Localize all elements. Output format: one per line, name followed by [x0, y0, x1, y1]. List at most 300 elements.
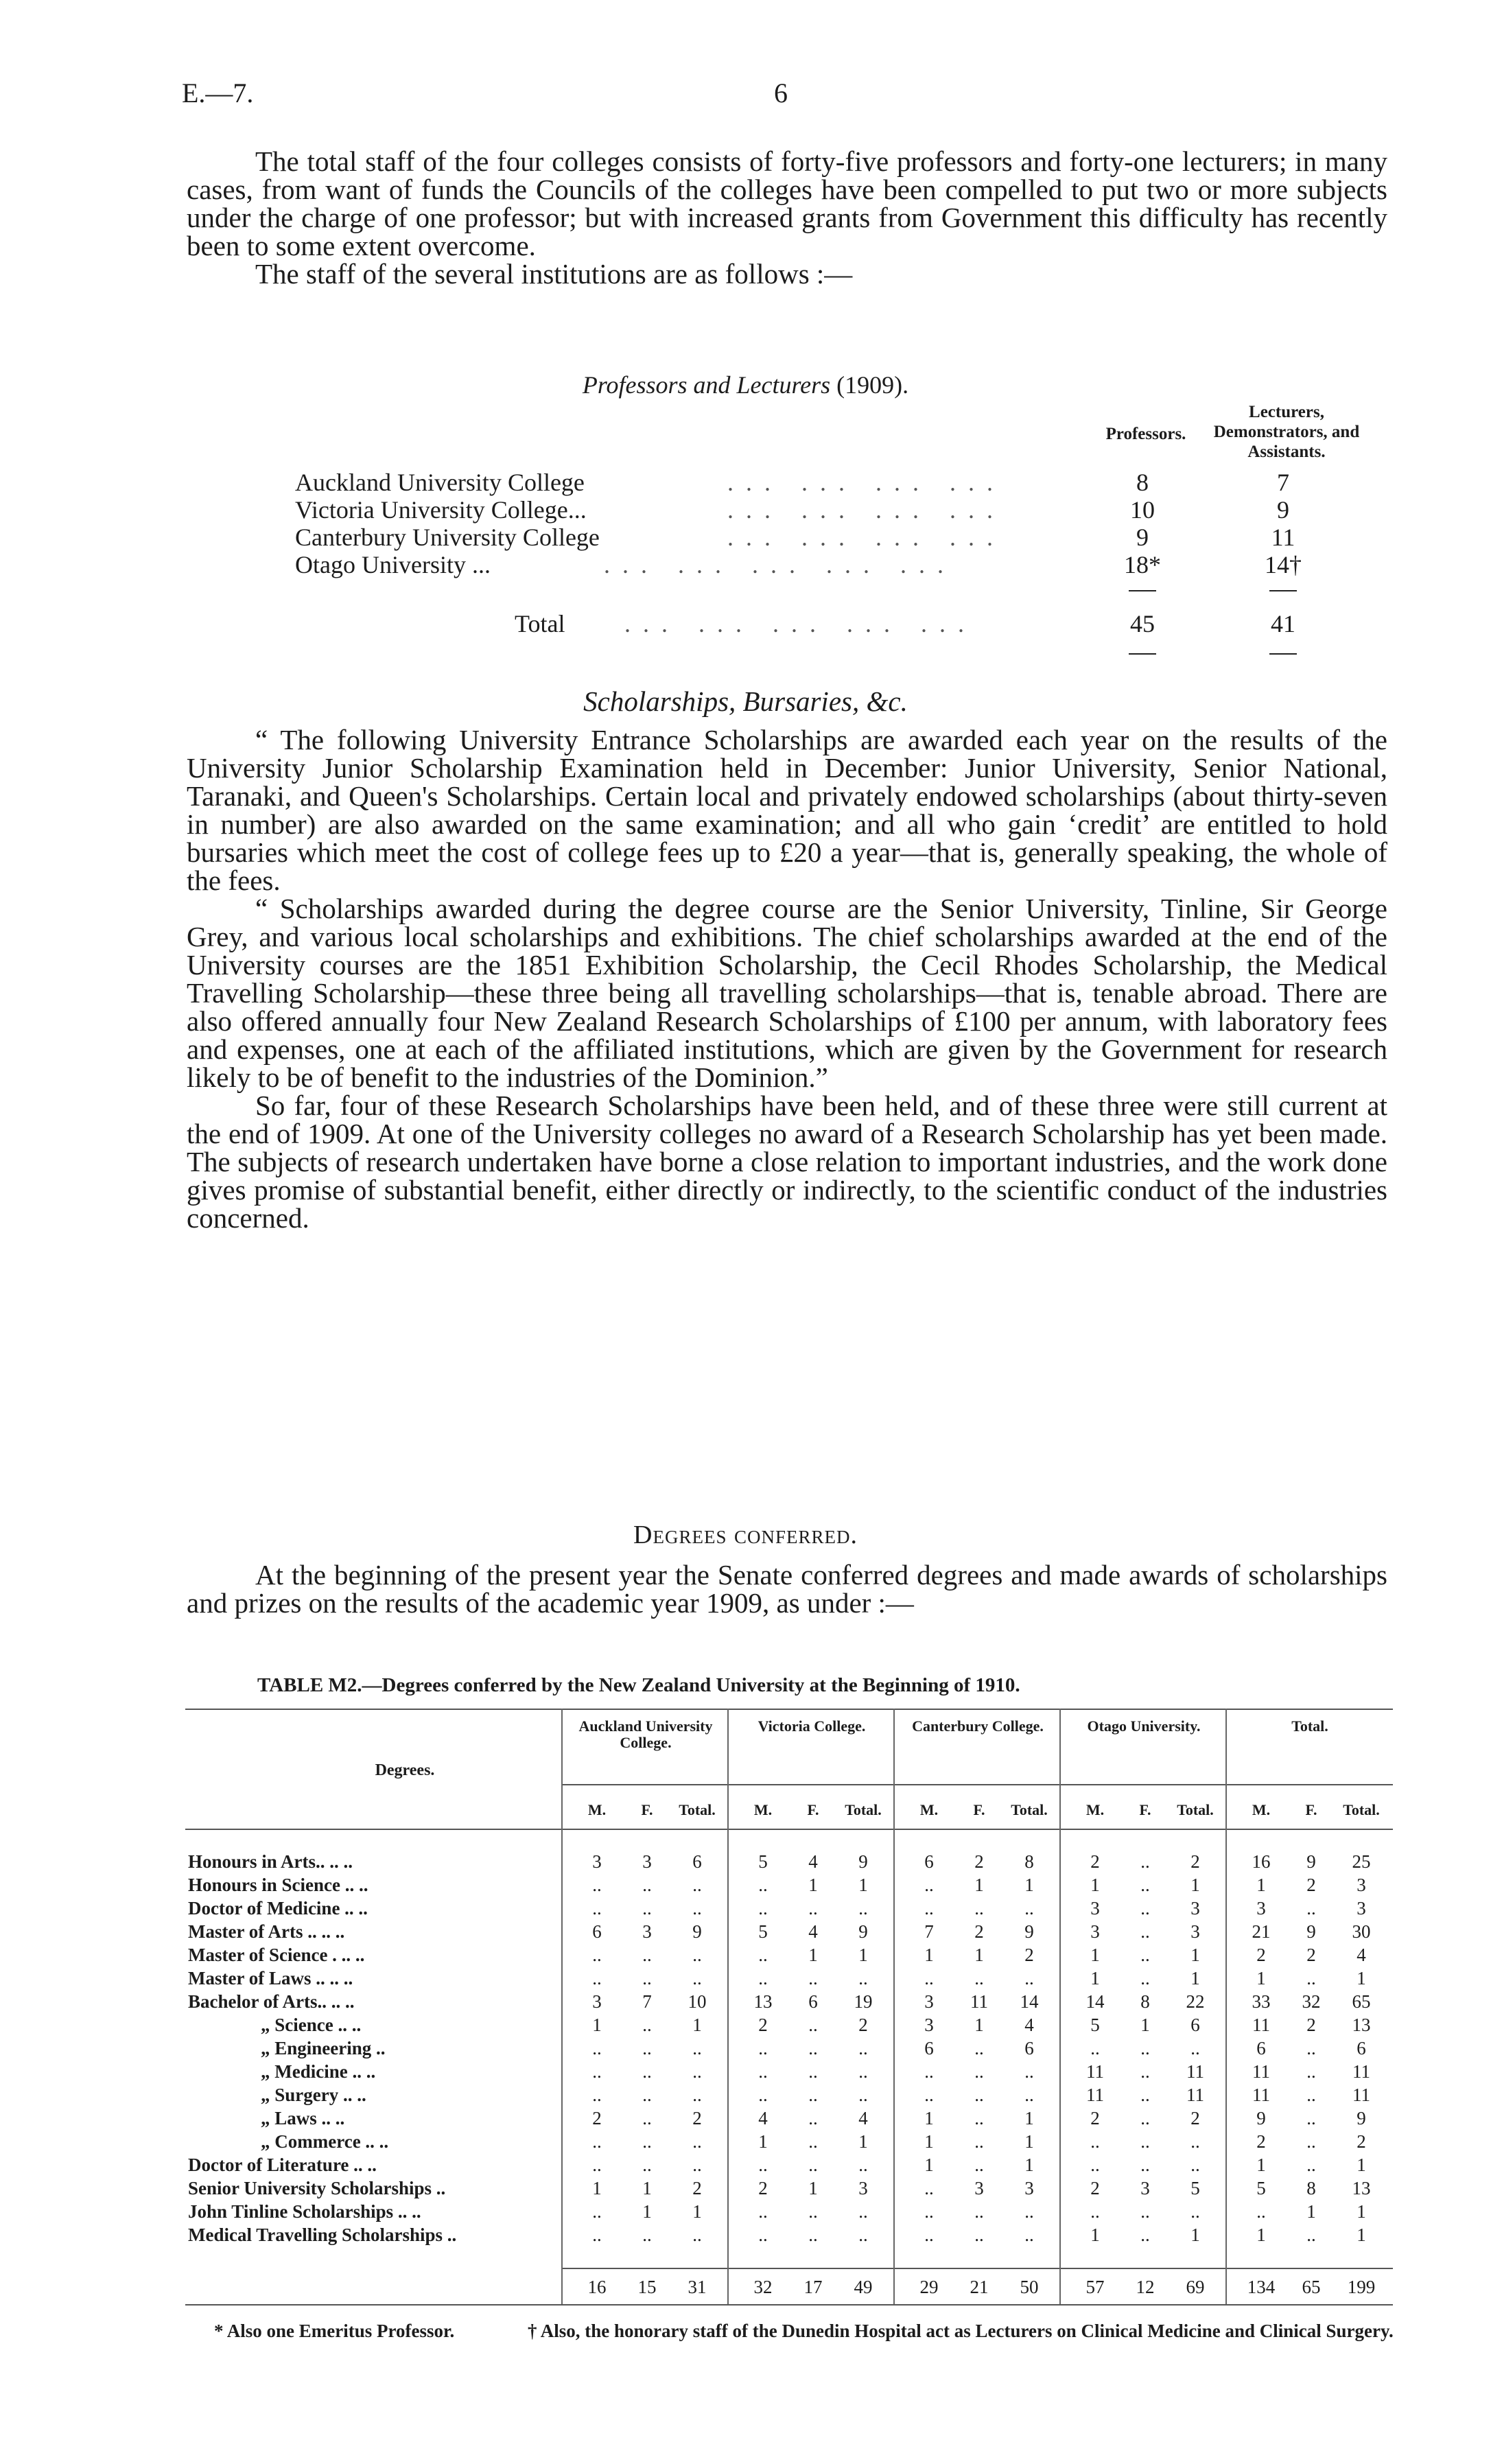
row-label: „ Medicine .. ..: [261, 2061, 376, 2082]
table-cell: ..: [808, 1898, 818, 1919]
table-cell: 1: [1090, 1968, 1100, 1988]
table-cell: 1: [808, 1875, 818, 1895]
table-cell: 3: [1357, 1898, 1366, 1919]
table-cell: ..: [692, 2131, 702, 2152]
table-cell: ..: [1140, 2201, 1150, 2222]
total-cell: 21: [970, 2277, 989, 2297]
section-code: E.—7.: [182, 78, 254, 108]
table-cell: 3: [1256, 1898, 1266, 1919]
table-cell: 1: [924, 2155, 934, 2175]
table-cell: 1: [808, 1945, 818, 1965]
table-cell: ..: [1140, 2131, 1150, 2152]
total-cell: 31: [688, 2277, 707, 2297]
table-cell: ..: [924, 1898, 934, 1919]
table-cell: 3: [1190, 1921, 1200, 1942]
table-cell: ..: [858, 2155, 868, 2175]
table-vline: [893, 1709, 895, 2304]
table-cell: ..: [1190, 2038, 1200, 2058]
table-cell: ..: [642, 2015, 652, 2035]
table-cell: ..: [592, 1898, 602, 1919]
sub-header: M.: [587, 1801, 607, 1818]
table-cell: 3: [1024, 2178, 1034, 2198]
table-rule-groups: [563, 1784, 1393, 1785]
table-cell: 1: [1256, 1968, 1266, 1988]
table-cell: ..: [1306, 2085, 1316, 2105]
table-cell: ..: [692, 2038, 702, 2058]
table-cell: 9: [1306, 1851, 1316, 1872]
table-cell: 1: [1090, 1875, 1100, 1895]
table-cell: 5: [1256, 2178, 1266, 2198]
row-header: Degrees.: [375, 1761, 435, 1779]
table-cell: ..: [808, 2201, 818, 2222]
table-cell: 6: [1256, 2038, 1266, 2058]
table-cell: 1: [924, 2108, 934, 2128]
table-cell: ..: [1090, 2131, 1100, 2152]
table-cell: ..: [642, 2225, 652, 2245]
table-cell: 2: [1190, 2108, 1200, 2128]
row-label: Master of Laws .. .. ..: [188, 1968, 353, 1988]
table-cell: ..: [692, 2225, 702, 2245]
staff-table-title: Professors and Lecturers (1909).: [582, 371, 909, 399]
table-cell: 1: [1357, 2201, 1366, 2222]
table-cell: ..: [1140, 1945, 1150, 1965]
table-cell: ..: [1256, 2201, 1266, 2222]
table-cell: 6: [692, 1851, 702, 1872]
table-cell: ..: [592, 1875, 602, 1895]
table-cell: 2: [1024, 1945, 1034, 1965]
table-cell: ..: [1140, 1875, 1150, 1895]
table-cell: ..: [974, 2061, 984, 2082]
table-cell: ..: [924, 1875, 934, 1895]
table-cell: ..: [858, 2085, 868, 2105]
table-cell: 2: [592, 2108, 602, 2128]
table-cell: 4: [858, 2108, 868, 2128]
table-cell: 1: [1090, 2225, 1100, 2245]
row-label: Honours in Arts.. .. ..: [188, 1851, 353, 1872]
table-cell: ..: [642, 2061, 652, 2082]
table-cell: ..: [858, 2225, 868, 2245]
table-cell: 1: [858, 2131, 868, 2152]
table-cell: 2: [1090, 2178, 1100, 2198]
table-cell: 2: [758, 2178, 768, 2198]
table-cell: ..: [642, 1945, 652, 1965]
table-cell: ..: [974, 2038, 984, 2058]
table-cell: ..: [858, 1898, 868, 1919]
table-cell: ..: [808, 2108, 818, 2128]
table-cell: ..: [592, 2061, 602, 2082]
total-cell: 17: [803, 2277, 823, 2297]
row-label: „ Laws .. ..: [261, 2108, 345, 2128]
table-cell: 3: [1090, 1898, 1100, 1919]
table-cell: 1: [758, 2131, 768, 2152]
total-cell: 69: [1186, 2277, 1205, 2297]
table-cell: ..: [1090, 2201, 1100, 2222]
table-cell: 14: [1020, 1991, 1039, 2012]
group-header: Victoria College.: [758, 1717, 866, 1735]
table-cell: 1: [1306, 2201, 1316, 2222]
table-cell: ..: [1090, 2155, 1100, 2175]
row-label: John Tinline Scholarships .. ..: [188, 2201, 421, 2222]
table-cell: ..: [1024, 1968, 1034, 1988]
table-cell: ..: [808, 1968, 818, 1988]
table-cell: ..: [592, 2131, 602, 2152]
table-cell: ..: [924, 2225, 934, 2245]
table-cell: 9: [1306, 1921, 1316, 1942]
table-cell: ..: [758, 1875, 768, 1895]
table-cell: ..: [808, 2061, 818, 2082]
table-cell: 4: [1024, 2015, 1034, 2035]
table-cell: 11: [970, 1991, 988, 2012]
table-cell: 65: [1352, 1991, 1371, 2012]
total-cell: 12: [1136, 2277, 1155, 2297]
table-cell: ..: [1140, 2038, 1150, 2058]
rule: [1269, 590, 1297, 591]
table-cell: ..: [1140, 1968, 1150, 1988]
table-cell: 1: [692, 2015, 702, 2035]
footnotes: [187, 2319, 1394, 2343]
table-cell: 2: [758, 2015, 768, 2035]
group-header: Auckland University College.: [578, 1717, 713, 1751]
table-cell: 2: [1190, 1851, 1200, 1872]
table-cell: ..: [1024, 2085, 1034, 2105]
sub-header: Total.: [845, 1801, 882, 1818]
degrees-table-title: TABLE M2.—Degrees conferred by the New Zealand University at the Beginning of 1910.: [257, 1674, 1020, 1696]
table-cell: ..: [1140, 1898, 1150, 1919]
table-cell: ..: [592, 2085, 602, 2105]
sub-header: F.: [807, 1801, 819, 1818]
table-cell: ..: [808, 2131, 818, 2152]
table-cell: 6: [592, 1921, 602, 1942]
table-cell: 1: [1256, 2225, 1266, 2245]
sub-header: F.: [973, 1801, 985, 1818]
table-cell: 1: [1190, 1968, 1200, 1988]
table-cell: 3: [592, 1851, 602, 1872]
table-cell: 9: [692, 1921, 702, 1942]
table-cell: 1: [1256, 2155, 1266, 2175]
table-cell: ..: [974, 2131, 984, 2152]
table-cell: 5: [1190, 2178, 1200, 2198]
sub-header: F.: [641, 1801, 653, 1818]
total-cell: 32: [753, 2277, 773, 2297]
row-label: Doctor of Literature .. ..: [188, 2155, 377, 2175]
table-cell: ..: [758, 1898, 768, 1919]
table-cell: 1: [1256, 1875, 1266, 1895]
col-lecturers: Lecturers, Demonstrators, and Assistants.: [1213, 403, 1360, 461]
total-cell: 50: [1020, 2277, 1039, 2297]
table-cell: ..: [808, 2155, 818, 2175]
table-cell: 1: [1190, 1875, 1200, 1895]
table-rule-top: [185, 1709, 1393, 1710]
rule: [1129, 653, 1156, 655]
row-label: Medical Travelling Scholarships ..: [188, 2225, 457, 2245]
table-cell: ..: [924, 2201, 934, 2222]
total-cell: 134: [1247, 2277, 1276, 2297]
table-rule-bottom: [185, 2304, 1393, 2305]
table-cell: ..: [924, 2061, 934, 2082]
paragraph: At the beginning of the present year the Senate conferred degrees and made awards of scholarships and prizes on the results of the academic year 1909, as under :—: [187, 1559, 1387, 1619]
table-cell: 3: [1357, 1875, 1366, 1895]
table-cell: 1: [642, 2178, 652, 2198]
table-cell: 3: [924, 2015, 934, 2035]
table-cell: 11: [1352, 2061, 1370, 2082]
table-cell: ..: [692, 2155, 702, 2175]
table-cell: ..: [592, 2225, 602, 2245]
table-cell: 6: [924, 2038, 934, 2058]
table-cell: 7: [924, 1921, 934, 1942]
table-cell: 11: [1252, 2015, 1270, 2035]
footnote-dagger: † Also, the honorary staff of the Dunedin Hospital act as Lecturers on Clinical Medicine and Clinical Surgery.: [528, 2321, 1394, 2341]
table-cell: 1: [924, 1945, 934, 1965]
table-cell: ..: [1024, 2225, 1034, 2245]
table-cell: ..: [758, 1945, 768, 1965]
table-cell: ..: [924, 2178, 934, 2198]
table-cell: ..: [924, 2085, 934, 2105]
table-cell: 1: [1357, 1968, 1366, 1988]
table-cell: ..: [692, 2085, 702, 2105]
table-cell: 11: [1252, 2061, 1270, 2082]
table-cell: 5: [758, 1851, 768, 1872]
paragraph: So far, four of these Research Scholarships have been held, and of these three were still current at the end of 1909. At one of the University colleges no award of a Research Scholarship has yet been made. The subjects of research undertaken have borne a close relation to important industries, and the work done gives promise of substantial benefit, either directly or indirectly, to the scientific conduct of the industries concerned.: [187, 1090, 1387, 1234]
table-cell: 1: [924, 2131, 934, 2152]
table-cell: ..: [808, 2015, 818, 2035]
table-cell: 1: [1190, 1945, 1200, 1965]
table-cell: 3: [974, 2178, 984, 2198]
table-cell: ..: [924, 1968, 934, 1988]
paragraph: “ The following University Entrance Scholarships are awarded each year on the results of the University Junior Scholarship Examination held in December: Junior University, Senior National, Taranaki, and Queen's Scholarships. Certain local and privately endowed scholarships (about thirty-seven in number) are also awarded on the same examination; and all who gain ‘credit’ are entitled to hold bursaries which meet the cost of college fees up to £20 a year—that is, generally speaking, the whole of the fees.: [187, 724, 1387, 896]
table-cell: 3: [924, 1991, 934, 2012]
table-cell: 9: [1256, 2108, 1266, 2128]
col-professors: Professors.: [1105, 425, 1186, 443]
table-cell: 4: [758, 2108, 768, 2128]
sub-header: F.: [1139, 1801, 1151, 1818]
table-cell: ..: [642, 1875, 652, 1895]
table-cell: ..: [1024, 1898, 1034, 1919]
table-cell: ..: [974, 2201, 984, 2222]
table-cell: 1: [858, 1945, 868, 1965]
table-cell: ..: [808, 2085, 818, 2105]
table-cell: ..: [974, 1968, 984, 1988]
table-cell: ..: [642, 2085, 652, 2105]
table-cell: 3: [858, 2178, 868, 2198]
table-cell: 11: [1086, 2061, 1104, 2082]
table-cell: 1: [692, 2201, 702, 2222]
table-cell: ..: [692, 1898, 702, 1919]
table-cell: 2: [974, 1921, 984, 1942]
table-cell: ..: [758, 2038, 768, 2058]
table-cell: 3: [592, 1991, 602, 2012]
table-cell: ..: [758, 2085, 768, 2105]
table-cell: ..: [642, 2108, 652, 2128]
table-cell: ..: [1306, 2061, 1316, 2082]
table-cell: 5: [758, 1921, 768, 1942]
table-cell: 8: [1024, 1851, 1034, 1872]
table-cell: 2: [1357, 2131, 1366, 2152]
table-cell: 4: [808, 1921, 818, 1942]
row-label: „ Commerce .. ..: [261, 2131, 389, 2152]
table-cell: ..: [1140, 1851, 1150, 1872]
degrees-table: [185, 1709, 1393, 2312]
table-cell: 1: [1024, 2108, 1034, 2128]
total-cell: 15: [637, 2277, 657, 2297]
total-cell: 16: [587, 2277, 607, 2297]
table-cell: 8: [1306, 2178, 1316, 2198]
total-cell: 57: [1085, 2277, 1105, 2297]
table-cell: 1: [974, 2015, 984, 2035]
table-cell: 4: [808, 1851, 818, 1872]
table-vline: [727, 1709, 729, 2304]
table-cell: 3: [642, 1921, 652, 1942]
rule: [1269, 653, 1297, 655]
total-cell: 49: [854, 2277, 873, 2297]
table-cell: ..: [974, 2155, 984, 2175]
table-cell: 11: [1186, 2085, 1204, 2105]
table-cell: 25: [1352, 1851, 1371, 1872]
row-label: Doctor of Medicine .. ..: [188, 1898, 368, 1919]
table-cell: 1: [1024, 1875, 1034, 1895]
sub-header: Total.: [1177, 1801, 1214, 1818]
paragraph: “ Scholarships awarded during the degree course are the Senior University, Tinline, Sir George Grey, and various local scholarships and exhibitions. The chief scholarships awarded at the end of the University courses are the 1851 Exhibition Scholarship, the Cecil Rhodes Scholarship, the Medical Travelling Scholarship—these three being all travelling scholarships—that is, tenable abroad. There are also offered annually four New Zealand Research Scholarships of £100 per annum, with laboratory fees and expenses, one at each of the affiliated institutions, which are given by the Government for research likely to be of benefit to the industries of the Dominion.”: [187, 893, 1387, 1093]
table-cell: 13: [1352, 2015, 1371, 2035]
table-cell: ..: [758, 2061, 768, 2082]
table-cell: 21: [1252, 1921, 1271, 1942]
table-rule-head: [185, 1829, 1393, 1830]
page-number: 6: [774, 78, 788, 108]
table-cell: ..: [1140, 2085, 1150, 2105]
table-cell: 1: [642, 2201, 652, 2222]
table-cell: ..: [1140, 2061, 1150, 2082]
table-cell: ..: [592, 2201, 602, 2222]
table-cell: 9: [1357, 2108, 1366, 2128]
row-label: Senior University Scholarships ..: [188, 2178, 446, 2198]
sub-header: Total.: [679, 1801, 716, 1818]
table-cell: 6: [1190, 2015, 1200, 2035]
sub-header: Total.: [1343, 1801, 1380, 1818]
table-cell: 3: [1190, 1898, 1200, 1919]
rule: [1129, 590, 1156, 591]
table-cell: ..: [642, 2155, 652, 2175]
table-cell: ..: [1140, 2225, 1150, 2245]
table-cell: 13: [753, 1991, 773, 2012]
table-cell: ..: [1306, 2225, 1316, 2245]
table-cell: 4: [1357, 1945, 1366, 1965]
table-cell: 7: [642, 1991, 652, 2012]
table-cell: ..: [758, 1968, 768, 1988]
table-cell: ..: [692, 1875, 702, 1895]
table-cell: ..: [692, 1968, 702, 1988]
table-cell: 1: [1090, 1945, 1100, 1965]
table-cell: 8: [1140, 1991, 1150, 2012]
table-cell: 6: [1357, 2038, 1366, 2058]
table-cell: 9: [858, 1851, 868, 1872]
table-cell: ..: [858, 1968, 868, 1988]
table-cell: 2: [1306, 1875, 1316, 1895]
table-cell: ..: [592, 1968, 602, 1988]
table-cell: ..: [1306, 1968, 1316, 1988]
row-label: Master of Science . .. ..: [188, 1945, 365, 1965]
table-cell: ..: [592, 2038, 602, 2058]
table-cell: 33: [1252, 1991, 1271, 2012]
sub-header: M.: [1085, 1801, 1105, 1818]
table-cell: ..: [858, 2038, 868, 2058]
row-label: „ Surgery .. ..: [261, 2085, 366, 2105]
table-cell: ..: [1024, 2201, 1034, 2222]
table-cell: ..: [974, 1898, 984, 1919]
sub-header: Total.: [1011, 1801, 1048, 1818]
sub-header: M.: [753, 1801, 773, 1818]
table-cell: ..: [758, 2155, 768, 2175]
table-cell: ..: [1190, 2201, 1200, 2222]
table-cell: 2: [1306, 2015, 1316, 2035]
degrees-intro: [187, 1561, 1387, 1617]
table-cell: 10: [688, 1991, 707, 2012]
table-cell: 1: [1357, 2225, 1366, 2245]
table-cell: 6: [924, 1851, 934, 1872]
table-cell: ..: [808, 2038, 818, 2058]
table-cell: 1: [974, 1875, 984, 1895]
table-cell: 2: [1090, 2108, 1100, 2128]
table-cell: 1: [1024, 2131, 1034, 2152]
scholarship-paragraphs: [187, 726, 1387, 1232]
table-cell: 1: [1024, 2155, 1034, 2175]
table-cell: ..: [974, 2225, 984, 2245]
table-cell: ..: [592, 1945, 602, 1965]
table-cell: 16: [1252, 1851, 1271, 1872]
table-cell: 11: [1252, 2085, 1270, 2105]
table-cell: ..: [642, 2131, 652, 2152]
group-header: Canterbury College.: [912, 1717, 1044, 1735]
table-cell: ..: [1140, 2108, 1150, 2128]
table-vline: [1059, 1709, 1061, 2304]
table-cell: ..: [1024, 2061, 1034, 2082]
table-cell: ..: [592, 2155, 602, 2175]
table-cell: ..: [1306, 1898, 1316, 1919]
table-cell: 11: [1086, 2085, 1104, 2105]
table-cell: 1: [592, 2015, 602, 2035]
total-cell: 65: [1302, 2277, 1321, 2297]
row-label: Master of Arts .. .. ..: [188, 1921, 345, 1942]
table-cell: ..: [642, 2038, 652, 2058]
document-page: E.—7. 6 The total staff of the four colleges consists of forty-five professors and forty-one lecturers; in many cases, from want of funds the Councils of the colleges have been compelled to put two or more subjects under the charge of one professor; but with increased grants from Government this difficulty has recently been to some extent overcome. The staff of the several institutions are as follows :— Professors and Lecturers (1909). Professors. Lecturers, Demonstrators, and Assistants. Auckland University College ... ... ... ... 8 7 Victoria University College... ... ... ... ... 10 9 Canterbury University College ... ... ... ... 9 11 Otago University ... ... ... ... ... ... 18* 14† Total ... ... ... ... ... 45 41 Scholarships, Bursaries, &c. “ The following University Entrance Scholarships are awarded each year on the results of the University Junior Scholarship Examination held in December: Junior University, Senior National, Taranaki, and Queen's Scholarships. Certain local and privately endowed scholarships (about thirty-seven in number) are also awarded on the same examination; and all who gain ‘credit’ are entitled to hold bursaries which meet the cost of college fees up to £20 a year—that is, generally speaking, the whole of the fees. “ Scholarships awarded during the degree course are the Senior University, Tinline, Sir George Grey, and various local scholarships and exhibitions. The chief scholarships awarded at the end of the University courses are the 1851 Exhibition Scholarship, the Cecil Rhodes Scholarship, the Medical Travelling Scholarship—these three being all travelling scholarships—that is, tenable abroad. There are also offered annually four New Zealand Research Scholarships of £100 per annum, with laboratory fees and expenses, one at each of the affiliated institutions, which are given by the Government for research likely to be of benefit to the industries of the Dominion.” So far, four of these Research Scholarships have been held, and of these three were still current at the end of 1909. At one of the University colleges no award of a Research Scholarship has yet been made. The subjects of research undertaken have borne a close relation to important industries, and the work done gives promise of substantial benefit, either directly or indirectly, to the scientific conduct of the industries concerned. Degrees conferred. At the beginning of the present year the Senate conferred degrees and made awards of scholarships and prizes on the results of the academic year 1909, as under :— TABLE M2.—Degrees conferred by the New Zealand University at the Beginning of 1910. Degrees. Auckland University College. Victoria College. Canterbury College. Otago University. Total. M. F. Total. M. F. Total. M. F. Total. M. F. Total. M. F. Total. Honours in Arts.. .. .. 3 3 6 5 4 9 6 2 8 2 .. 2 16 9 25 Honours in Science .. .. .. .. .. .. 1 1 .. 1 1 1 .. 1 1 2 3 Doctor of Medicine .. .. .. .. .. .. .. .. .. .. .. 3 .. 3 3 .. 3 Master of Arts .. .. .. 6 3 9 5 4 9 7 2 9 3 .. 3 21 9 30 Master of Science . .. .. .. .. .. .. 1 1 1 1 2 1 .. 1 2 2 4 Master of Laws .. .. .. .. .. .. .. .. .. .. .. .. 1 .. 1 1 .. 1 Bachelor of Arts.. .. .. 3 7 10 13 6 19 3 11 14 14 8 22 33 32 65 „ Science .. .. 1 .. 1 2 .. 2 3 1 4 5 1 6 11 2 13 „ Engineering .. .. .. .. .. .. .. 6 .. 6 .. .. .. 6 .. 6 „ Medicine .. .. .. .. .. .. .. .. .. .. .. 11 .. 11 11 .. 11 „ Surgery .. .. .. .. .. .. .. .. .. .. .. 11 .. 11 11 .. 11 „ Laws .. .. 2 .. 2 4 .. 4 1 .. 1 2 .. 2 9 .. 9 „ Commerce .. .. .. .. .. 1 .. 1 1 .. 1 .. .. .. 2 .. 2 Doctor of Literature .. .. .. .. .. .. .. .. 1 .. 1 .. .. .. 1 .. 1 Senior University Scholarships .. 1 1 2 2 1 3 .. 3 3 2 3 5 5 8 13 John Tinline Scholarships .. .. .. 1 1 .. .. .. .. .. .. .. .. .. .. 1 1 Medical Travelling Scholarships .. .. .. .. .. .. .. .. .. .. 1 .. 1 1 .. 1 16 15 31 32 17 49 29 21 50 57 12 69 134 65 199 * Also one Emeritus Professor. † Also, the honorary staff of the Dunedin Hospital act as Lecturers on Clinical Medicine and Clinical Surgery.: [0, 0, 1491, 2464]
table-cell: ..: [974, 2108, 984, 2128]
row-label: „ Engineering ..: [261, 2038, 386, 2058]
table-cell: 14: [1085, 1991, 1105, 2012]
sub-header: M.: [919, 1801, 939, 1818]
table-cell: 1: [1357, 2155, 1366, 2175]
table-cell: 1: [1140, 2015, 1150, 2035]
table-cell: ..: [1190, 2131, 1200, 2152]
table-cell: 2: [692, 2108, 702, 2128]
paragraph: The staff of the several institutions are as follows :—: [255, 258, 853, 290]
table-cell: ..: [1306, 2108, 1316, 2128]
table-cell: 2: [974, 1851, 984, 1872]
table-cell: ..: [858, 2061, 868, 2082]
table-cell: 3: [642, 1851, 652, 1872]
table-cell: 2: [1306, 1945, 1316, 1965]
table-cell: ..: [1090, 2038, 1100, 2058]
table-cell: 19: [854, 1991, 873, 2012]
group-header: Otago University.: [1087, 1717, 1201, 1735]
intro-paragraphs: [187, 145, 1387, 290]
table-cell: ..: [692, 2061, 702, 2082]
table-cell: ..: [642, 1898, 652, 1919]
table-cell: 2: [858, 2015, 868, 2035]
table-cell: ..: [974, 2085, 984, 2105]
table-cell: 13: [1352, 2178, 1371, 2198]
table-cell: 3: [1090, 1921, 1100, 1942]
table-cell: 3: [1140, 2178, 1150, 2198]
table-cell: ..: [808, 2225, 818, 2245]
table-cell: 11: [1186, 2061, 1204, 2082]
